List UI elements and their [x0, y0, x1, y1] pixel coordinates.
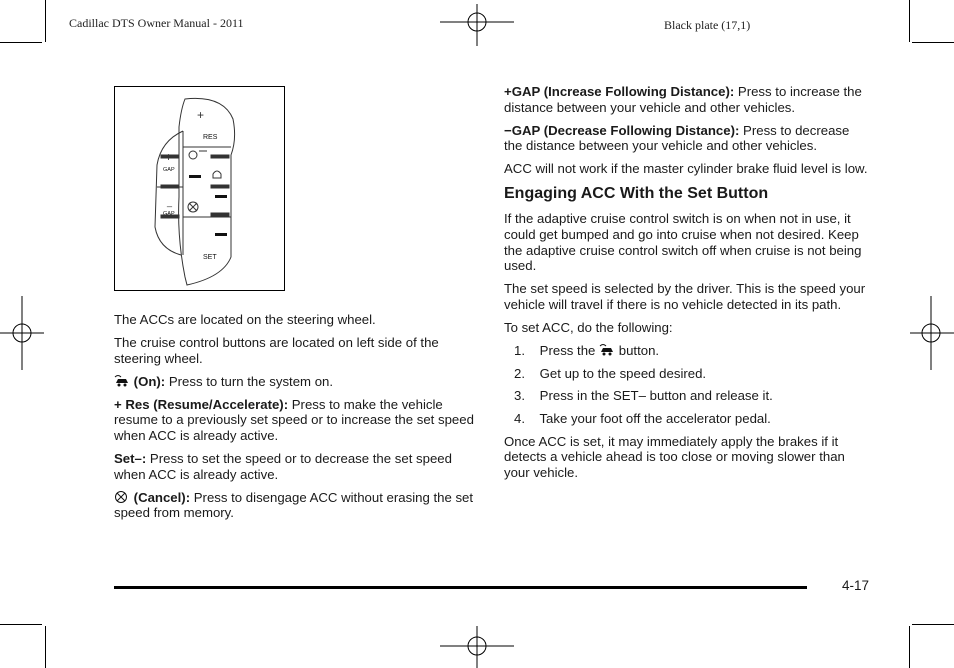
section-heading: Engaging ACC With the Set Button: [504, 185, 769, 203]
paragraph-set-speed: The set speed is selected by the driver. This is the speed your vehicle will travel if there is no vehicle detected in its path.: [504, 281, 866, 312]
intro-paragraph-2: The cruise control buttons are located on left side of the steering wheel.: [114, 335, 439, 366]
paragraph-once-set: Once ACC is set, it may immediately apply the brakes if it detects a vehicle ahead is too close or moving slower than your vehicle.: [504, 433, 845, 480]
cruise-on-icon: [599, 343, 615, 357]
cancel-text: Press to disengage ACC without erasing the set speed from memory.: [114, 489, 474, 521]
on-text: Press to turn the system on.: [168, 373, 334, 389]
gap-increase-label: +GAP (Increase Following Distance):: [504, 84, 735, 99]
step-text-post: button.: [618, 343, 660, 359]
res-label: + Res (Resume/Accelerate):: [114, 396, 289, 412]
step-text: Take your foot off the accelerator pedal.: [539, 410, 771, 426]
brake-fluid-note: ACC will not work if the master cylinder brake fluid level is low.: [504, 161, 868, 177]
cruise-control-buttons-figure: [114, 86, 285, 291]
list-item: [504, 343, 870, 359]
cancel-icon: [114, 490, 130, 504]
on-label: (On):: [133, 373, 166, 389]
gap-increase-text: Press to increase the distance between your vehicle and other vehicles.: [504, 84, 862, 115]
left-column: [114, 312, 480, 529]
set-label: SET: [203, 254, 217, 261]
list-item: [504, 388, 870, 404]
gap-decrease-label: −GAP (Decrease Following Distance):: [504, 122, 740, 138]
step-text: Press in the SET– button and release it.: [539, 388, 773, 404]
gap-plus-label: +: [165, 150, 173, 164]
gap-decrease-description: [504, 123, 870, 154]
cancel-button-description: [114, 490, 480, 521]
gap-decrease-text: Press to decrease the distance between your vehicle and other vehicles.: [504, 122, 850, 154]
res-label: RES: [203, 134, 218, 141]
document-header-title: Cadillac DTS Owner Manual - 2011: [69, 16, 244, 30]
registration-mark-top: [440, 4, 514, 46]
set-button-description: [114, 451, 480, 482]
plus-label: +: [197, 108, 205, 122]
steering-wheel-buttons-illustration: [115, 87, 284, 290]
step-number: 3.: [514, 388, 525, 404]
paragraph-to-set: To set ACC, do the following:: [504, 320, 673, 336]
black-plate-label: Black plate (17,1): [664, 18, 751, 32]
paragraph-switch-on: If the adaptive cruise control switch is on when not in use, it could get bumped and go into cruise when not desired. Keep the adaptive cruise control switch off when cruise is not being used.: [504, 211, 862, 274]
res-text: Press to make the vehicle resume to a previously set speed or to increase the set speed when ACC is already active.: [114, 396, 474, 444]
res-button-description: [114, 397, 480, 444]
on-button-description: [114, 374, 480, 390]
gap-minus-label: _: [167, 197, 173, 207]
list-item: [504, 411, 870, 427]
steps-list: [504, 343, 870, 426]
registration-mark-right: [910, 296, 954, 370]
page-number: 4-17: [842, 578, 870, 593]
step-text: Get up to the speed desired.: [539, 365, 707, 381]
set-text: Press to set the speed or to decrease the set speed when ACC is already active.: [114, 451, 452, 482]
footer-rule: [114, 586, 807, 589]
gap-increase-description: [504, 84, 870, 115]
set-label: Set–:: [114, 451, 147, 467]
gap-label-top: GAP: [163, 167, 175, 173]
intro-paragraph-1: The ACCs are located on the steering wheel.: [114, 312, 376, 327]
list-item: [504, 366, 870, 382]
registration-mark-left: [0, 296, 44, 370]
registration-mark-bottom: [440, 626, 514, 668]
right-column: [504, 84, 870, 488]
step-text-pre: Press the: [539, 343, 596, 359]
cancel-label: (Cancel):: [133, 489, 191, 505]
step-number: 1.: [514, 343, 525, 359]
gap-label-bottom: GAP: [163, 211, 175, 217]
cruise-on-icon: [114, 374, 130, 388]
step-number: 2.: [514, 365, 525, 381]
step-number: 4.: [514, 410, 525, 426]
